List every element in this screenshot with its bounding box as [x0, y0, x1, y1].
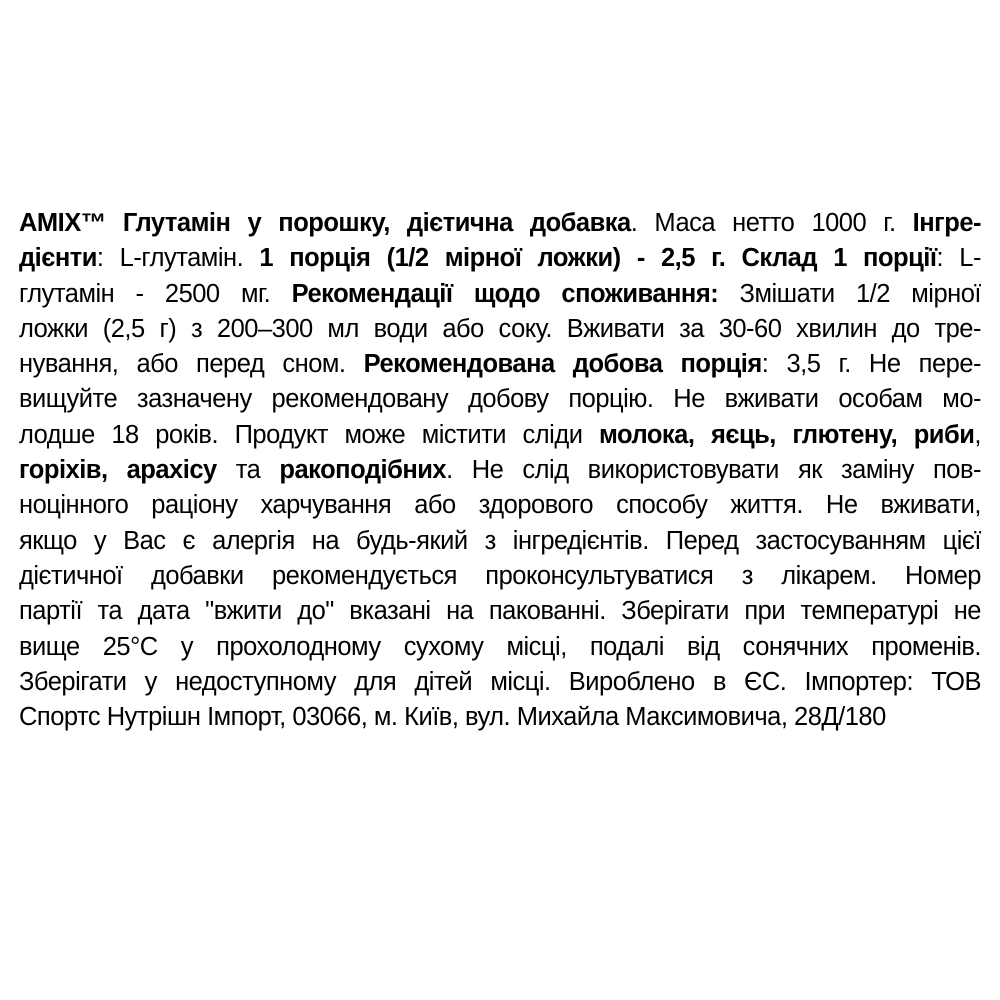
- label-text-regular: : L-: [936, 244, 981, 273]
- label-line: [19, 594, 981, 629]
- label-text-bold: горіхів, арахісу: [19, 456, 217, 485]
- label-text-regular: глутамін - 2500 мг.: [19, 279, 292, 308]
- label-text-regular: . Не слід використовувати як заміну пов-: [446, 456, 981, 485]
- label-text-regular: Змішати 1/2 мірної: [718, 279, 981, 308]
- label-text-regular: ноцінного раціону харчування або здорового способу життя. Не вживати,: [19, 491, 981, 520]
- label-text-regular: та: [216, 456, 280, 485]
- label-text-regular: дієтичної добавки рекомендується проконсультуватися з лікарем. Номер: [19, 561, 981, 590]
- label-line: [19, 312, 981, 347]
- label-text-regular: Спортс Нутрішн Імпорт, 03066, м. Київ, вул. Михайла Максимовича, 28Д/180: [19, 703, 886, 732]
- product-label-text: [19, 206, 981, 735]
- label-text-regular: вищуйте зазначену рекомендовану добову порцію. Не вживати особам мо-: [19, 385, 981, 414]
- label-line: [19, 524, 981, 559]
- label-line: [19, 665, 981, 700]
- label-line: [19, 630, 981, 665]
- label-text-bold: ракоподібних: [279, 456, 447, 485]
- label-line: [19, 488, 981, 523]
- label-text-regular: лодше 18 років. Продукт може містити сліди: [19, 420, 600, 449]
- label-text-regular: ,: [974, 420, 981, 449]
- label-text-bold: 1 порція (1/2 мірної ложки) - 2,5 г. Склад 1 порції: [259, 244, 937, 273]
- label-text-regular: нування, або перед сном.: [19, 350, 364, 379]
- label-text-regular: якщо у Вас є алергія на будь-який з інгредієнтів. Перед застосуванням цієї: [19, 526, 981, 555]
- label-text-bold: дієнти: [19, 244, 97, 273]
- label-line: [19, 453, 981, 488]
- label-line: [19, 206, 981, 241]
- label-line: [19, 277, 981, 312]
- label-text-bold: Інгре-: [912, 209, 981, 237]
- label-line: [19, 382, 981, 417]
- label-text-regular: : 3,5 г. Не пере-: [761, 350, 981, 379]
- label-text-bold: Рекомендована добова порція: [363, 350, 762, 379]
- label-line: [19, 700, 981, 735]
- label-line: [19, 559, 981, 594]
- label-text-regular: ложки (2,5 г) з 200–300 мл води або соку. Вживати за 30-60 хвилин до тре-: [19, 314, 981, 343]
- label-text-regular: . Маса нетто 1000 г.: [630, 209, 913, 237]
- label-text-regular: Зберігати у недоступному для дітей місці. Вироблено в ЄС. Імпортер: ТОВ: [19, 667, 981, 696]
- label-text-regular: вище 25°C у прохолодному сухому місці, подалі від сонячних променів.: [19, 632, 981, 661]
- label-line: [19, 347, 981, 382]
- label-text-bold: AMIX™ Глутамін у порошку, дієтична добавка: [19, 209, 631, 237]
- label-text-bold: молока, яєць, глютену, риби: [599, 420, 975, 449]
- label-text-regular: партії та дата "вжити до" вказані на пакованні. Зберігати при температурі не: [19, 597, 981, 626]
- label-text-regular: : L-глутамін.: [96, 244, 260, 273]
- label-line: [19, 241, 981, 276]
- label-text-bold: Рекомендації щодо споживання:: [291, 279, 719, 308]
- label-line: [19, 418, 981, 453]
